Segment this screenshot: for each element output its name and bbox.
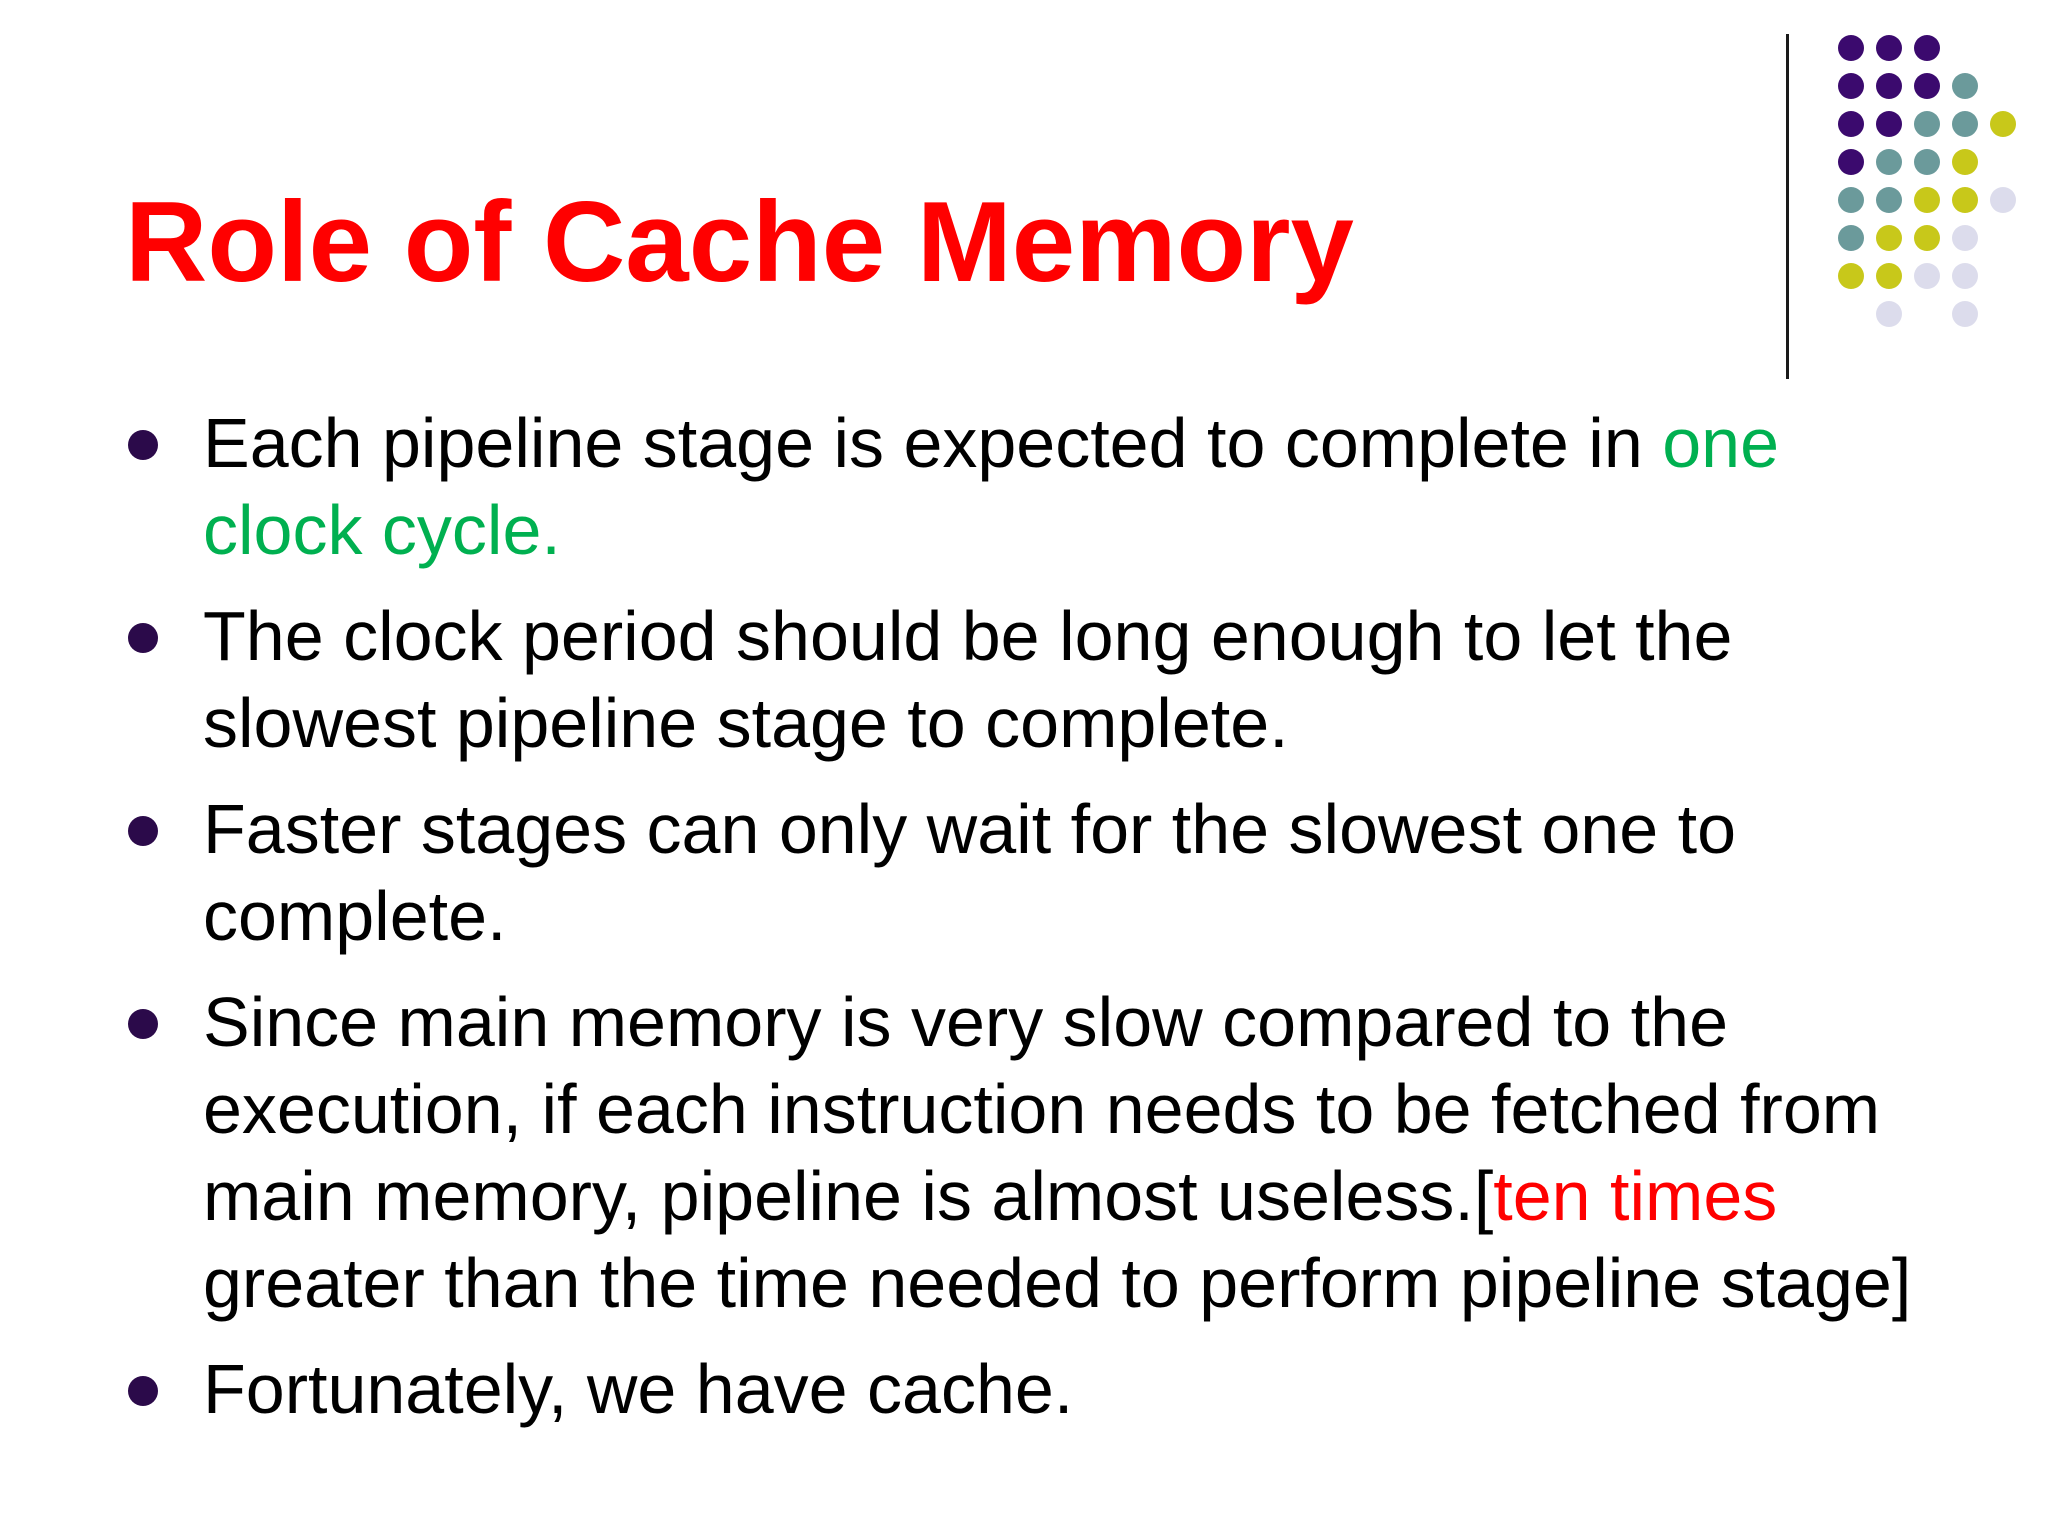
bullet-text [203,1346,1925,1433]
decorative-dot [1952,263,1978,289]
bullet-text-segment: greater than the time needed to perform pipeline stage] [203,1244,1912,1322]
bullet-dot-icon [128,623,158,653]
decorative-dot [1838,73,1864,99]
bullet-item [125,1346,1925,1433]
bullet-dot-icon [128,430,158,460]
decorative-dot [1952,149,1978,175]
decorative-dot [1876,73,1902,99]
decorative-dot [1914,149,1940,175]
bullet-item [125,786,1925,960]
decorative-dot [1876,111,1902,137]
bullet-text-segment: Each pipeline stage is expected to complete in [203,404,1663,482]
bullet-text-segment: Faster stages can only wait for the slowest one to complete. [203,790,1736,955]
decorative-dot [1914,263,1940,289]
decorative-dot [1876,301,1902,327]
decorative-dot [1876,263,1902,289]
decorative-dot [1876,225,1902,251]
bullet-dot-icon [128,816,158,846]
decorative-dot [1838,263,1864,289]
decorative-dot [1914,35,1940,61]
decorative-dot [1914,225,1940,251]
bullet-text-segment: Fortunately, we have cache. [203,1350,1074,1428]
bullet-list [125,400,1925,1452]
bullet-item [125,979,1925,1327]
decorative-dot [1952,111,1978,137]
bullet-text [203,786,1925,960]
bullet-text-segment: Since main memory is very slow compared to the execution, if each instruction needs to be fetched from main memory, pipeline is almost useless.[ [203,983,1881,1235]
decorative-dot [1914,73,1940,99]
decorative-dot [1876,187,1902,213]
bullet-item [125,400,1925,574]
bullet-text-segment: one clock cycle. [203,404,1780,569]
slide-title: Role of Cache Memory [125,179,1354,306]
bullet-text [203,593,1925,767]
decorative-dot [1914,111,1940,137]
decorative-dot [1952,187,1978,213]
bullet-dot-icon [128,1009,158,1039]
decorative-dot [1838,225,1864,251]
decorative-dot [1838,35,1864,61]
bullet-text [203,979,1925,1327]
bullet-text-segment: ten times [1493,1157,1778,1235]
decorative-dot [1876,149,1902,175]
decorative-dot [1838,111,1864,137]
decorative-dot [1952,73,1978,99]
decorative-dot [1914,187,1940,213]
bullet-text [203,400,1925,574]
decorative-dot [1990,111,2016,137]
decorative-dot [1952,225,1978,251]
bullet-text-segment: The clock period should be long enough to let the slowest pipeline stage to complete. [203,597,1733,762]
decorative-dot [1838,149,1864,175]
decorative-dot [1990,187,2016,213]
decorative-dot [1876,35,1902,61]
decorative-dot [1838,187,1864,213]
bullet-item [125,593,1925,767]
title-divider-line [1786,34,1789,379]
bullet-dot-icon [128,1376,158,1406]
decorative-dot [1952,301,1978,327]
